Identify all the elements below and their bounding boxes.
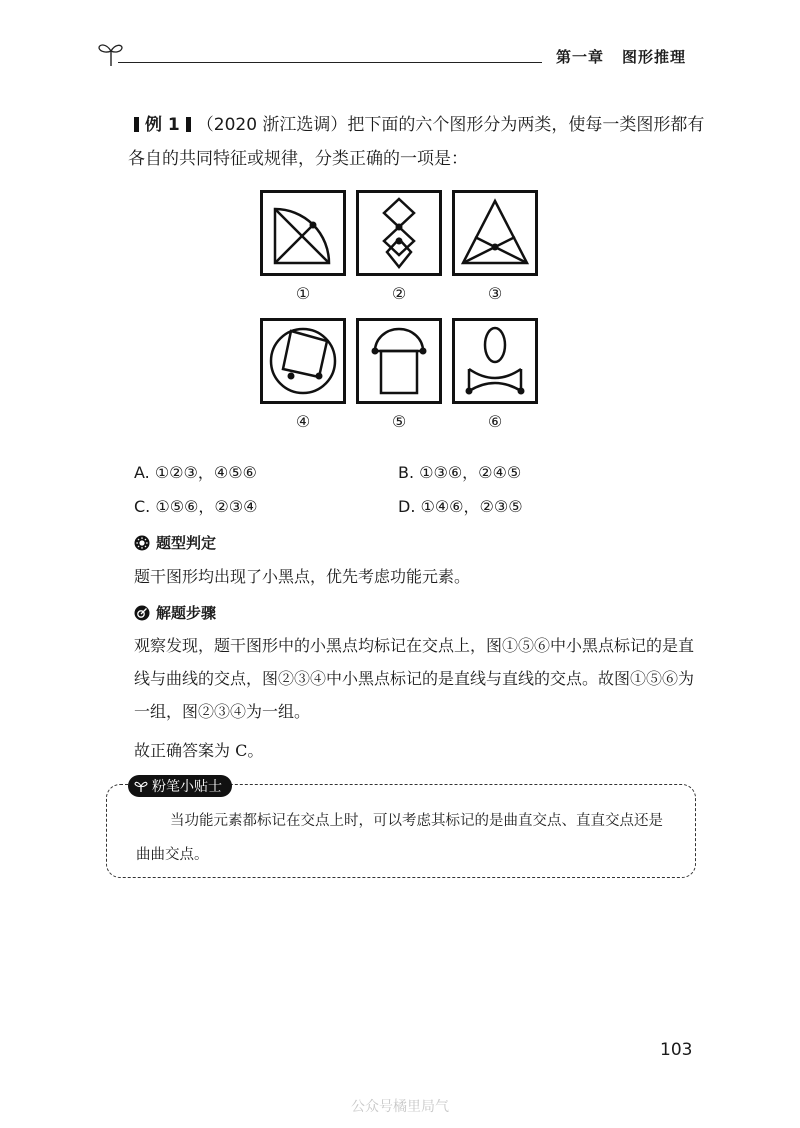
example-tag: 例 1: [145, 115, 180, 135]
figure-1: [260, 190, 346, 276]
option-c: C. ①⑤⑥，②③④: [134, 497, 258, 516]
figure-label-5: ⑤: [391, 412, 407, 431]
figure-label-6: ⑥: [487, 412, 503, 431]
question-text: [128, 108, 708, 176]
watermark: 公众号橘里局气: [351, 1099, 449, 1115]
chapter-title: 图形推理: [622, 48, 687, 66]
section-type-text: 题干图形均出现了小黑点，优先考虑功能元素。: [134, 567, 471, 586]
figure-6: [452, 318, 538, 404]
tip-tag: [128, 775, 232, 797]
figure-label-3: ③: [487, 284, 503, 303]
section-type-title: 题型判定: [156, 534, 217, 552]
page-number: 103: [660, 1040, 693, 1060]
question-body: 把下面的六个图形分为两类，使每一类图形都有各自的共同特征或规律，分类正确的一项是：: [128, 115, 705, 169]
section-steps-title: 解题步骤: [156, 604, 217, 622]
section-steps-heading: [134, 602, 216, 623]
figure-4: [260, 318, 346, 404]
figure-5: [356, 318, 442, 404]
figure-label-1: ①: [295, 284, 311, 303]
figure-label-4: ④: [295, 412, 311, 431]
figure-3: [452, 190, 538, 276]
option-d: D. ①④⑥，②③⑤: [398, 497, 523, 516]
figure-2: [356, 190, 442, 276]
question-source: （2020 浙江选调）: [196, 115, 348, 135]
tip-text: 当功能元素都标记在交点上时，可以考虑其标记的是曲直交点、直直交点还是曲曲交点。: [136, 813, 663, 863]
sprout-icon: [134, 779, 148, 793]
chapter-heading: [556, 46, 686, 67]
figure-label-2: ②: [391, 284, 407, 303]
sun-icon: [134, 535, 150, 551]
section-steps-text: 观察发现，题干图形中的小黑点均标记在交点上，图①⑤⑥中小黑点标记的是直线与曲线的交点，图②③④中小黑点标记的是直线与直线的交点。故图①⑤⑥为一组，图②③④为一组。: [134, 636, 695, 721]
sprout-icon: [96, 38, 126, 68]
header-rule: [118, 62, 542, 63]
target-icon: [134, 605, 150, 621]
section-type-heading: [134, 532, 216, 553]
chapter-number: 第一章: [556, 48, 605, 66]
option-a: A. ①②③，④⑤⑥: [134, 463, 257, 482]
option-b: B. ①③⑥，②④⑤: [398, 463, 522, 482]
tip-title: 粉笔小贴士: [152, 779, 222, 795]
answer-text: 故正确答案为 C。: [134, 741, 264, 760]
